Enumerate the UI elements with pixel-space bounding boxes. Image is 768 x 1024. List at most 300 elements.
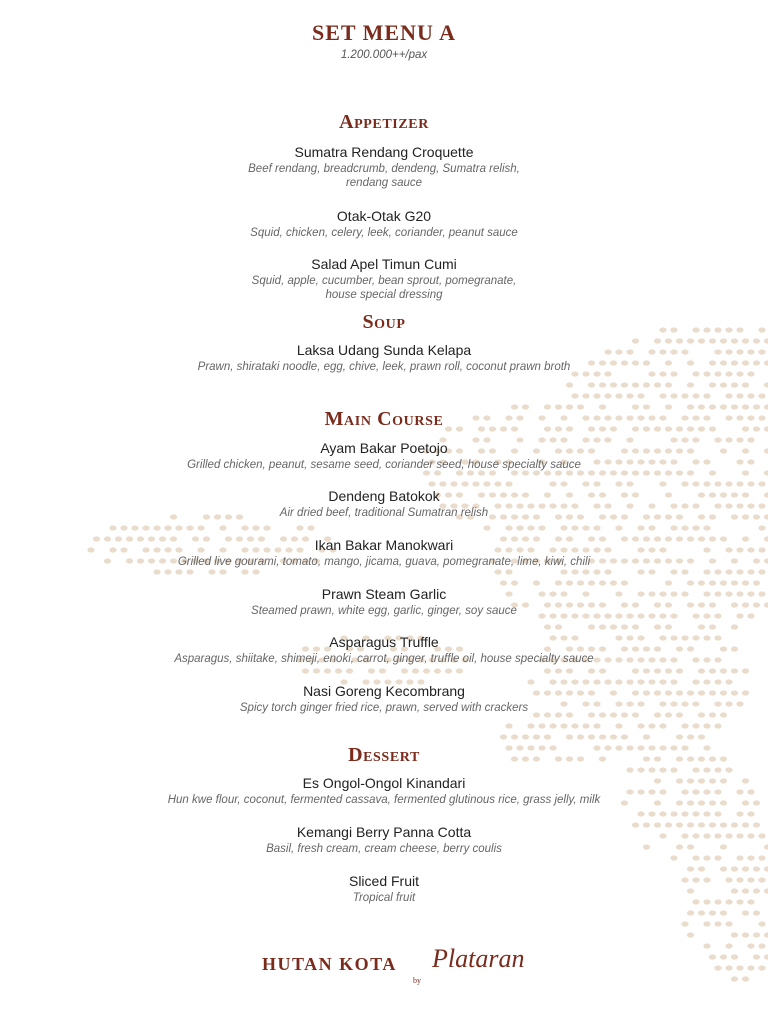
decor-dot [753, 580, 760, 585]
decor-dot [263, 525, 270, 530]
decor-dot [725, 393, 732, 398]
decor-dot [736, 569, 743, 574]
decor-dot [720, 954, 727, 959]
decor-dot [747, 855, 754, 860]
decor-dot [753, 866, 760, 871]
decor-dot [428, 481, 435, 486]
decor-dot [687, 734, 694, 739]
decor-dot [747, 393, 754, 398]
decor-dot [346, 668, 353, 673]
decor-dot [670, 569, 677, 574]
decor-dot [643, 668, 650, 673]
decor-dot [142, 525, 149, 530]
dish-name: Es Ongol-Ongol Kinandari [302, 775, 466, 791]
dish-description-line: Prawn, shirataki noodle, egg, chive, leek, prawn roll, coconut prawn broth [197, 361, 571, 373]
dish-name: Dendeng Batokok [328, 488, 440, 504]
decor-dot [566, 734, 573, 739]
dish-item [0, 256, 768, 302]
decor-dot [637, 525, 644, 530]
decor-dot [698, 668, 705, 673]
decor-dot [725, 965, 732, 970]
decor-dot [610, 734, 617, 739]
decor-dot [725, 481, 732, 486]
decor-dot [577, 580, 584, 585]
decor-dot [582, 481, 589, 486]
decor-dot [758, 481, 765, 486]
section-title-soup: Soup [362, 311, 406, 333]
decor-dot [720, 668, 727, 673]
decor-dot [731, 954, 738, 959]
decor-dot [566, 382, 573, 387]
section-title-main-course: Main Course [324, 408, 444, 430]
decor-dot [621, 382, 628, 387]
decor-dot [175, 525, 182, 530]
decor-dot [731, 382, 738, 387]
dish-item [0, 873, 768, 905]
decor-dot [588, 624, 595, 629]
decor-dot [714, 481, 721, 486]
decor-dot [423, 668, 430, 673]
decor-dot [461, 481, 468, 486]
decor-dot [626, 481, 633, 486]
decor-dot [687, 866, 694, 871]
decor-dot [692, 811, 699, 816]
decor-dot [582, 393, 589, 398]
decor-dot [659, 481, 666, 486]
decor-dot [714, 767, 721, 772]
decor-dot [747, 481, 754, 486]
decor-dot [588, 382, 595, 387]
decor-dot [593, 569, 600, 574]
decor-dot [742, 382, 749, 387]
decor-dot [703, 943, 710, 948]
decor-dot [698, 866, 705, 871]
dish-name: Ayam Bakar Poetojo [320, 440, 448, 456]
decor-dot [654, 624, 661, 629]
dish-name: Nasi Goreng Kecombrang [303, 683, 465, 699]
decor-dot [164, 569, 171, 574]
dish-item [0, 683, 768, 715]
decor-dot [522, 734, 529, 739]
decor-dot [720, 580, 727, 585]
dish-description [0, 274, 768, 302]
decor-dot [219, 525, 226, 530]
decor-dot [533, 580, 540, 585]
decor-dot [412, 668, 419, 673]
dish-description-line: Grilled chicken, peanut, sesame seed, coriander seed, house specialty sauce [187, 459, 581, 471]
decor-dot [571, 525, 578, 530]
decor-dot [681, 723, 688, 728]
dish-item [0, 208, 768, 240]
decor-dot [335, 668, 342, 673]
decor-dot [571, 393, 578, 398]
decor-dot [637, 767, 644, 772]
decor-dot [643, 382, 650, 387]
decor-dot [703, 811, 710, 816]
dish-name: Asparagus Truffle [329, 634, 439, 650]
dish-description-line: Air dried beef, traditional Sumatran relish [279, 507, 489, 519]
menu-title: SET MENU A [311, 20, 457, 45]
decor-dot [648, 723, 655, 728]
decor-dot [764, 382, 768, 387]
decor-dot [753, 954, 760, 959]
decor-dot [725, 943, 732, 948]
decor-dot [648, 525, 655, 530]
decor-dot [720, 382, 727, 387]
decor-dot [659, 811, 666, 816]
decor-dot [555, 624, 562, 629]
decor-dot [252, 525, 259, 530]
decor-dot [604, 393, 611, 398]
decor-dot [632, 382, 639, 387]
decor-dot [742, 866, 749, 871]
decor-dot [676, 734, 683, 739]
dish-description-line: Squid, chicken, celery, leek, coriander, peanut sauce [250, 227, 518, 239]
decor-dot [252, 569, 259, 574]
decor-dot [566, 668, 573, 673]
decor-dot [555, 668, 562, 673]
dish-item [0, 440, 768, 472]
decor-dot [654, 668, 661, 673]
dish-description [0, 891, 768, 905]
dish-description [0, 162, 768, 190]
decor-dot [764, 932, 768, 937]
decor-dot [186, 569, 193, 574]
decor-dot [610, 624, 617, 629]
decor-dot [714, 723, 721, 728]
decor-dot [593, 525, 600, 530]
decor-dot [599, 624, 606, 629]
dish-name: Salad Apel Timun Cumi [311, 256, 457, 272]
decor-dot [500, 734, 507, 739]
decor-dot [544, 734, 551, 739]
dish-name: Kemangi Berry Panna Cotta [296, 824, 472, 840]
decor-dot [599, 734, 606, 739]
decor-dot [714, 921, 721, 926]
decor-dot [758, 965, 765, 970]
decor-dot [604, 569, 611, 574]
decor-dot [582, 569, 589, 574]
dish-description-line: Squid, apple, cucumber, bean sprout, pomegranate, [251, 275, 517, 287]
decor-dot [560, 481, 567, 486]
decor-dot [401, 668, 408, 673]
decor-dot [665, 382, 672, 387]
section-title-appetizer: Appetizer [339, 111, 429, 133]
decor-dot [621, 624, 628, 629]
decor-dot [725, 767, 732, 772]
decor-dot [533, 734, 540, 739]
decor-dot [670, 855, 677, 860]
decor-dot [665, 624, 672, 629]
decor-dot [637, 569, 644, 574]
dish-name: Prawn Steam Garlic [321, 586, 447, 602]
dish-item [0, 586, 768, 618]
dish-description [0, 604, 768, 618]
decor-dot [698, 910, 705, 915]
decor-dot [296, 525, 303, 530]
decor-dot [665, 668, 672, 673]
decor-dot [714, 811, 721, 816]
decor-dot [560, 723, 567, 728]
logo-script-wordmark: Plataran [432, 944, 525, 973]
decor-dot [648, 767, 655, 772]
decor-dot [681, 525, 688, 530]
decor-dot [742, 580, 749, 585]
decor-dot [731, 932, 738, 937]
dish-name: Laksa Udang Sunda Kelapa [296, 342, 472, 358]
decor-dot [659, 723, 666, 728]
decor-dot [703, 525, 710, 530]
decor-dot [582, 525, 589, 530]
decor-dot [758, 569, 765, 574]
decor-dot [747, 569, 754, 574]
decor-dot [599, 382, 606, 387]
decor-dot [720, 866, 727, 871]
dish-name: Otak-Otak G20 [336, 208, 432, 224]
decor-dot [511, 734, 518, 739]
decor-dot [725, 921, 732, 926]
decor-dot [538, 525, 545, 530]
section-title-dessert: Dessert [348, 744, 420, 766]
decor-dot [731, 580, 738, 585]
decor-dot [637, 393, 644, 398]
decor-dot [505, 481, 512, 486]
dish-description [0, 652, 768, 666]
decor-dot [681, 569, 688, 574]
decor-dot [637, 723, 644, 728]
decor-dot [703, 569, 710, 574]
decor-dot [681, 393, 688, 398]
decor-dot [692, 767, 699, 772]
decor-dot [615, 723, 622, 728]
menu-price: 1.200.000++/pax [340, 49, 428, 61]
decor-dot [670, 393, 677, 398]
dish-item [0, 488, 768, 520]
decor-dot [379, 668, 386, 673]
decor-dot [599, 668, 606, 673]
dish-item [0, 824, 768, 856]
logo-by-text: by [413, 976, 421, 985]
decor-dot [703, 393, 710, 398]
decor-dot [714, 965, 721, 970]
decor-dot [736, 393, 743, 398]
decor-dot [621, 580, 628, 585]
decor-dot [577, 734, 584, 739]
decor-dot [505, 525, 512, 530]
decor-dot [665, 580, 672, 585]
decor-dot [742, 910, 749, 915]
brand-logo [262, 940, 525, 990]
decor-dot [582, 723, 589, 728]
decor-dot [445, 668, 452, 673]
decor-dot [472, 481, 479, 486]
decor-dot [670, 767, 677, 772]
decor-dot [324, 668, 331, 673]
decor-dot [659, 767, 666, 772]
dish-item [0, 634, 768, 666]
decor-dot [615, 481, 622, 486]
decor-dot [527, 723, 534, 728]
decor-dot [753, 910, 760, 915]
decor-dot [483, 481, 490, 486]
decor-dot [692, 723, 699, 728]
decor-dot [659, 393, 666, 398]
dish-description-line: Hun kwe flour, coconut, fermented cassava, fermented glutinous rice, grass jelly, milk [167, 794, 601, 806]
decor-dot [626, 393, 633, 398]
decor-dot [736, 811, 743, 816]
decor-dot [153, 569, 160, 574]
decor-dot [698, 580, 705, 585]
decor-dot [742, 932, 749, 937]
decor-dot [692, 525, 699, 530]
decor-dot [703, 855, 710, 860]
decor-dot [549, 481, 556, 486]
dish-description-line: Grilled live gourami, tomato, mango, jicama, guava, pomegranate, lime, kiwi, chili [177, 556, 591, 568]
decor-dot [516, 525, 523, 530]
decor-dot [219, 569, 226, 574]
dish-description-line: Spicy torch ginger fried rice, prawn, served with crackers [239, 702, 529, 714]
decor-dot [758, 525, 765, 530]
decor-dot [197, 525, 204, 530]
decor-dot [648, 569, 655, 574]
decor-dot [500, 580, 507, 585]
dish-description-line: Tropical fruit [352, 892, 416, 904]
decor-dot [439, 481, 446, 486]
dish-description-line: Beef rendang, breadcrumb, dendeng, Sumatra relish, [248, 163, 520, 175]
decor-dot [593, 393, 600, 398]
decor-dot [483, 525, 490, 530]
decor-dot [687, 910, 694, 915]
decor-dot [527, 525, 534, 530]
decor-dot [621, 734, 628, 739]
decor-dot [593, 723, 600, 728]
decor-dot [681, 921, 688, 926]
decor-dot [566, 580, 573, 585]
decor-dot [687, 580, 694, 585]
decor-dot [681, 481, 688, 486]
decor-dot [610, 580, 617, 585]
decor-dot [731, 668, 738, 673]
decor-dot [450, 481, 457, 486]
decor-dot [709, 910, 716, 915]
decor-dot [615, 393, 622, 398]
decor-dot [494, 481, 501, 486]
decor-dot [725, 569, 732, 574]
decor-dot [368, 668, 375, 673]
decor-dot [153, 525, 160, 530]
decor-dot [758, 855, 765, 860]
decor-dot [747, 965, 754, 970]
decor-dot [538, 723, 545, 728]
decor-dot [131, 525, 138, 530]
dish-description [0, 458, 768, 472]
decor-dot [494, 569, 501, 574]
dish-description-line: rendang sauce [345, 177, 423, 189]
decor-dot [742, 668, 749, 673]
decor-dot [505, 569, 512, 574]
decor-dot [588, 668, 595, 673]
dish-item [0, 342, 768, 374]
dish-description [0, 842, 768, 856]
decor-dot [736, 481, 743, 486]
decor-dot [511, 580, 518, 585]
decor-dot [709, 580, 716, 585]
decor-dot [241, 525, 248, 530]
decor-dot [593, 481, 600, 486]
decor-dot [681, 811, 688, 816]
decor-dot [731, 866, 738, 871]
decor-dot [747, 811, 754, 816]
decor-dot [758, 921, 765, 926]
decor-dot [764, 954, 768, 959]
decor-dot [753, 932, 760, 937]
decor-dot [610, 382, 617, 387]
decor-dot [714, 855, 721, 860]
decor-dot [505, 723, 512, 728]
decor-dot [709, 382, 716, 387]
dish-name: Sumatra Rendang Croquette [294, 144, 474, 160]
decor-dot [709, 624, 716, 629]
decor-dot [703, 767, 710, 772]
dish-description [0, 506, 768, 520]
dish-description [0, 555, 768, 569]
dish-description [0, 793, 768, 807]
decor-dot [670, 811, 677, 816]
decor-dot [571, 723, 578, 728]
dish-description [0, 226, 768, 240]
decor-dot [549, 723, 556, 728]
dish-name: Ikan Bakar Manokwari [314, 537, 454, 553]
logo-wordmark: HUTAN KOTA [262, 954, 397, 974]
dish-description [0, 701, 768, 715]
decor-dot [241, 569, 248, 574]
dish-description-line: house special dressing [325, 289, 443, 301]
decor-dot [588, 734, 595, 739]
decor-dot [703, 921, 710, 926]
decor-dot [302, 668, 309, 673]
decor-dot [544, 668, 551, 673]
decor-dot [643, 734, 650, 739]
decor-dot [175, 569, 182, 574]
decor-dot [709, 668, 716, 673]
decor-dot [456, 668, 463, 673]
decor-dot [544, 624, 551, 629]
decor-dot [626, 767, 633, 772]
decor-dot [703, 723, 710, 728]
decor-dot [742, 976, 749, 981]
decor-dot [670, 525, 677, 530]
decor-dot [747, 943, 754, 948]
dish-item [0, 144, 768, 190]
decor-dot [120, 525, 127, 530]
decor-dot [560, 525, 567, 530]
decor-dot [615, 525, 622, 530]
dish-description-line: Steamed prawn, white egg, garlic, ginger, soy sauce [251, 605, 517, 617]
decor-dot [703, 481, 710, 486]
dish-description-line: Basil, fresh cream, cream cheese, berry coulis [266, 843, 502, 855]
decor-dot [687, 932, 694, 937]
decor-dot [648, 811, 655, 816]
decor-dot [709, 954, 716, 959]
decor-dot [571, 569, 578, 574]
decor-dot [736, 855, 743, 860]
decor-dot [714, 569, 721, 574]
dish-name: Sliced Fruit [348, 873, 420, 889]
decor-dot [588, 580, 595, 585]
decor-dot [676, 668, 683, 673]
decor-dot [109, 525, 116, 530]
decor-dot [654, 382, 661, 387]
